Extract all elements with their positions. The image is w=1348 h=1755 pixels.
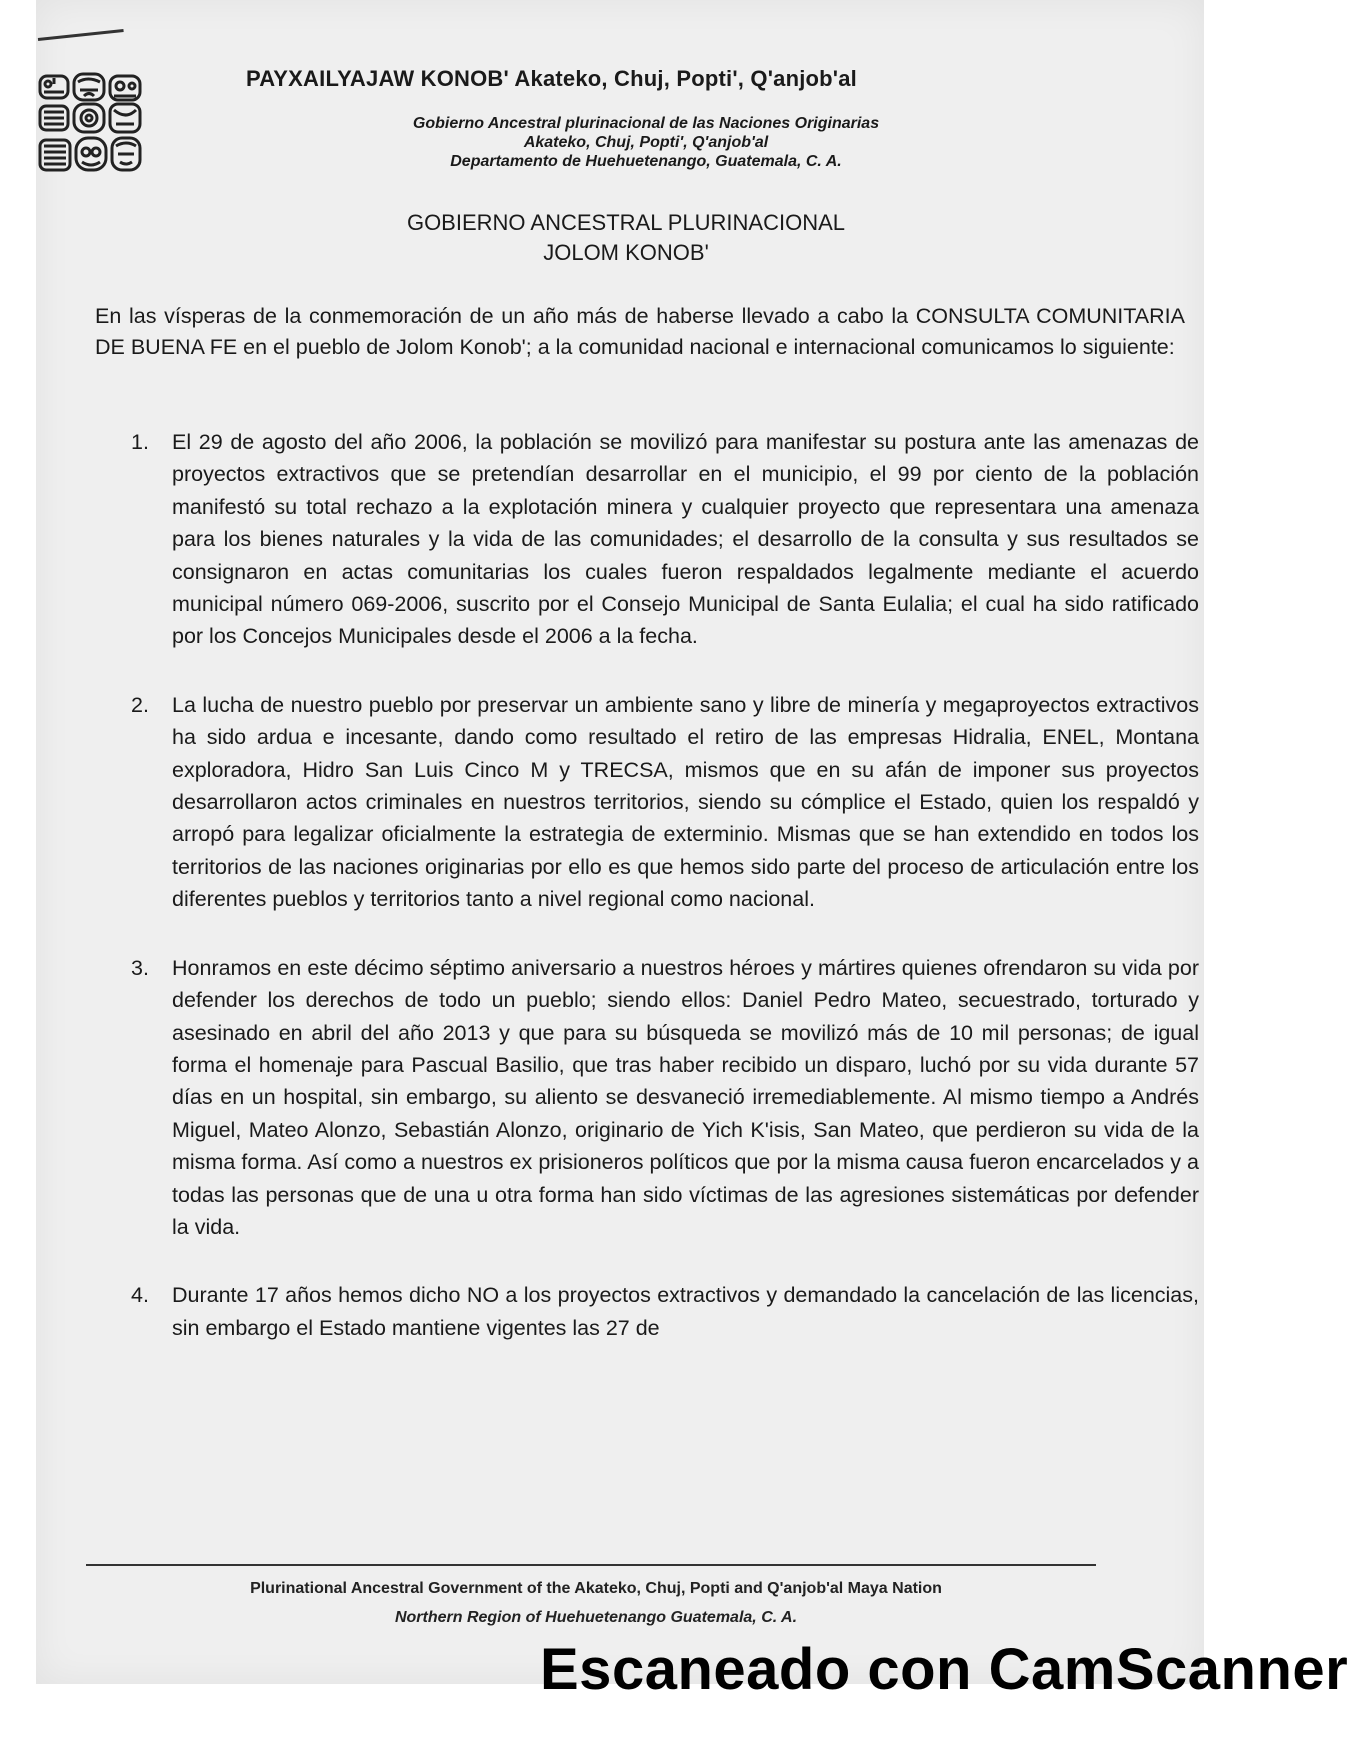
header-subtitle-line: Departamento de Huehuetenango, Guatemala, C. A. <box>450 153 842 170</box>
footer-divider <box>86 1564 1096 1566</box>
item-text: El 29 de agosto del año 2006, la población se movilizó para manifestar su postura ante las amenazas de proyectos extractivos que se pretendían desarrollar en el municipio, el 99 por ciento de la población manifestó su total rechazo a la explotación minera y cualquier proyecto que representara una amenaza para los bienes naturales y la vida de las comunidades; el desarrollo de la consulta y sus resultados se consignaron en actas comunitarias los cuales fueron respaldados legalmente mediante el acuerdo municipal número 069-2006, suscrito por el Consejo Municipal de Santa Eulalia; el cual ha sido ratificado por los Concejos Municipales desde el 2006 a la fecha. <box>172 430 1199 649</box>
item-number: 2. <box>131 692 149 717</box>
list-item <box>131 952 1199 1244</box>
footer <box>116 1574 1076 1632</box>
intro-paragraph: En las vísperas de la conmemoración de un año más de haberse llevado a cabo la CONSULTA COMUNITARIA DE BUENA FE en el pueblo de Jolom Konob'; a la comunidad nacional e internacional comunicamos lo siguiente: <box>95 304 1185 359</box>
government-title-line1: GOBIERNO ANCESTRAL PLURINACIONAL <box>406 210 846 235</box>
footer-line2: Northern Region of Huehuetenango Guatemala, C. A. <box>394 1609 798 1626</box>
scanner-watermark <box>540 1637 1348 1726</box>
document-page <box>36 0 1204 1684</box>
pen-mark <box>38 29 124 41</box>
header-subtitle-line: Akateko, Chuj, Popti', Q'anjob'al <box>523 134 769 151</box>
scanner-watermark-text: Escaneado con CamScanner <box>540 1637 1348 1702</box>
header-subtitle <box>286 114 1006 171</box>
item-text: Honramos en este décimo séptimo aniversario a nuestros héroes y mártires quienes ofrendaron su vida por defender los derechos de todo un pueblo; siendo ellos: Daniel Pedro Mateo, secuestrado, torturado y asesinado en abril del año 2013 y que para su búsqueda se movilizó más de 10 mil personas; de igual forma el homenaje para Pascual Basilio, que tras haber recibido un disparo, luchó por su vida durante 57 días en un hospital, sin embargo, su aliento se desvaneció irremediablemente. Al mismo tiempo a Andrés Miguel, Mateo Alonzo, Sebastián Alonzo, originario de Yich K'isis, San Mateo, que perdieron su vida de la misma forma. Así como a nuestros ex prisioneros políticos que por la misma causa fueron encarcelados y a todas las personas que de una u otra forma han sido víctimas de las agresiones sistemáticas por defender la vida. <box>172 955 1199 1239</box>
list-item <box>131 426 1199 653</box>
header-subtitle-line: Gobierno Ancestral plurinacional de las Naciones Originarias <box>412 115 880 132</box>
maya-glyphs-icon <box>36 70 148 178</box>
list-item <box>131 689 1199 916</box>
list-item <box>131 1279 1199 1344</box>
item-text: La lucha de nuestro pueblo por preservar un ambiente sano y libre de minería y megaproyectos extractivos ha sido ardua e incesante, dando como resultado el retiro de las empresas Hidralia, ENEL, Montana exploradora, Hidro San Luis Cinco M y TRECSA, mismos que en su afán de imponer sus proyectos desarrollaron actos criminales en nuestros territorios, siendo su cómplice el Estado, quien los respaldó y arropó para legalizar oficialmente la estrategia de exterminio. Mismas que se han extendido en todos los territorios de las naciones originarias por ello es que hemos sido parte del proceso de articulación entre los diferentes pueblos y territorios tanto a nivel regional como nacional. <box>172 692 1199 912</box>
government-title-line2: JOLOM KONOB' <box>543 240 709 265</box>
item-number: 4. <box>131 1283 149 1308</box>
statement-list <box>131 426 1199 1380</box>
government-title <box>266 208 986 268</box>
footer-line1: Plurinational Ancestral Government of the Akateko, Chuj, Popti and Q'anjob'al Maya Nation <box>250 1580 942 1597</box>
item-number: 1. <box>131 430 149 454</box>
header-title: PAYXAILYAJAW KONOB' Akateko, Chuj, Popti', Q'anjob'al <box>246 66 857 91</box>
item-number: 3. <box>131 955 149 980</box>
item-text: Durante 17 años hemos dicho NO a los proyectos extractivos y demandado la cancelación de las licencias, sin embargo el Estado mantiene vigentes las 27 de <box>172 1283 1199 1340</box>
